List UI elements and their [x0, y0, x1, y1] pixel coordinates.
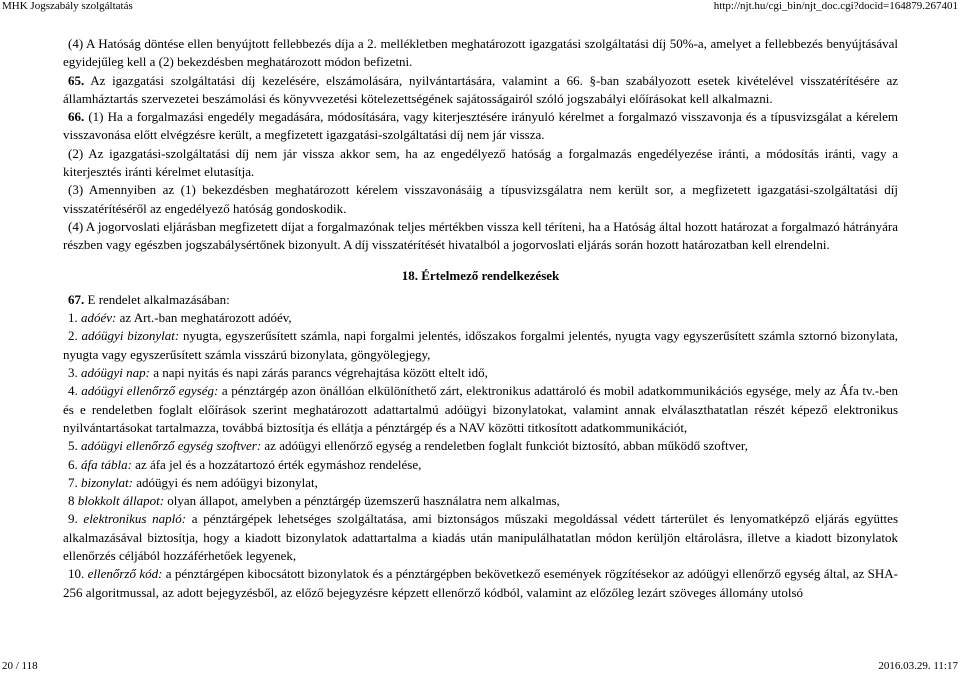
section-number: 67.	[68, 291, 85, 307]
item-number: 4.	[68, 383, 82, 399]
defined-term: blokkolt állapot:	[77, 493, 165, 509]
item-number: 9.	[68, 511, 84, 527]
defined-term: áfa tábla:	[81, 456, 132, 472]
section-number: 66.	[68, 109, 85, 125]
section-number: 65.	[68, 72, 85, 88]
definition-text: a napi nyitás és napi zárás parancs végrehajtása között eltelt idő,	[149, 365, 488, 381]
section-67	[63, 291, 898, 309]
header-site-name: MHK Jogszabály szolgáltatás	[2, 0, 133, 12]
page-footer	[0, 659, 960, 673]
definition-text: az áfa jel és a hozzátartozó érték egymáshoz rendelése,	[131, 456, 422, 472]
defined-term: adóév:	[81, 310, 117, 326]
definition-item	[63, 327, 898, 364]
definition-item	[63, 474, 898, 492]
section-66-4: (4) A jogorvoslati eljárásban megfizetett díjat a forgalmazónak teljes mértékben vissza kell téríteni, ha a Hatóság által hozott határozat a forgalmazó hátrányára részben vagy egészben jogszabálysértőnek bizonyult. A díj visszatérítését hivatalból a jogorvoslati eljárás során hozott határozatban kell elrendelni.	[63, 218, 898, 253]
definition-text: az adóügyi ellenőrző egység a rendeletben foglalt funkciót biztosító, abban működő szoftver,	[261, 438, 748, 454]
definition-item	[63, 492, 898, 510]
item-number: 7.	[68, 474, 81, 490]
definition-item	[63, 565, 898, 602]
definition-item	[63, 437, 898, 455]
definition-item	[63, 456, 898, 474]
section-66-2: (2) Az igazgatási-szolgáltatási díj nem jár vissza akkor sem, ha az engedélyező hatóság a forgalmazás engedélyezése iránti, a módosítás iránti, vagy a kiterjesztés iránti kérelmet elutasítja.	[63, 145, 898, 180]
item-number: 2.	[68, 328, 82, 344]
section-title: 18. Értelmező rendelkezések	[401, 267, 560, 283]
section-text: (1) Ha a forgalmazási engedély megadására, módosítására, vagy kiterjesztésére irányuló kérelmet a forgalmazó visszavonja és a típusvizsgálat a kérelem visszavonása előtt elvégzésre került, a megfizetett igazgatási-szolgáltatási díj nem jár vissza.	[63, 109, 898, 143]
definition-item	[63, 364, 898, 382]
section-65	[63, 72, 898, 109]
defined-term: ellenőrző kód:	[87, 566, 163, 582]
item-number: 1.	[68, 310, 81, 326]
definition-text: nyugta, egyszerűsített számla, napi forgalmi jelentés, időszakos forgalmi jelentés, nyugta vagy egyszerűsített számla sztornó bizonylata, nyugta vagy egyszerűsített számla visszárú bizonylata, göngyölegjegy,	[63, 328, 899, 362]
item-number: 5.	[68, 438, 81, 454]
definition-text: a pénztárgép azon önállóan elkülöníthető zárt, elektronikus adattároló és mobil adatkommunikációs egysége, mely az Áfa tv.-ben és e rendeletben foglalt előírások szerint meghatározott adattartalmú adóügyi bizonylatokat, valamint annak elválaszthatatlan részét képező elektronikus nyilvántartásokat tartalmazza, továbbá biztosítja és ellátja a pénztárgép és a NAV közötti titkosított adatkommunikációt,	[63, 383, 898, 435]
defined-term: adóügyi ellenőrző egység:	[81, 383, 219, 399]
definition-text: a pénztárgépen kibocsátott bizonylatok és a pénztárgépben bekövetkező események rögzítésekor az adóügyi ellenőrző egység által, az SHA-256 algoritmussal, az adott bejegyzésből, az előző bejegyzésre képzett ellenőrző kódból, valamint az előzőleg lezárt szöveges állomány utolsó	[63, 566, 899, 600]
definition-text: az Art.-ban meghatározott adóév,	[116, 310, 292, 326]
print-timestamp: 2016.03.29. 11:17	[878, 660, 958, 672]
definition-item	[63, 382, 898, 437]
definition-text: a pénztárgépek lehetséges szolgáltatása, ami biztonságos műszaki megoldással védett tárterület és lenyomatképző eljárás együttes alkalmazásával biztosítja, hogy a kiadott bizonylatok adattartalma a kiadás után manipulálhatatlan módon kerüljön eltárolásra, illetve a kiadott bizonylatok ellenőrzés céljából hozzáférhetőek legyenek,	[63, 511, 899, 564]
header-url[interactable]: http://njt.hu/cgi_bin/njt_doc.cgi?docid=164879.267401	[713, 0, 958, 12]
item-number: 8	[68, 493, 78, 509]
definition-item	[63, 309, 898, 327]
section-text: Az igazgatási szolgáltatási díj kezelésére, elszámolására, nyilvántartására, valamint a 66. §-ban szabályozott esetek kivételével visszatérítésére az államháztartás szervezetei beszámolási és könyvvezetési kötelezettségének sajátosságairól szóló jogszabályi előírásokat kell alkalmazni.	[63, 72, 898, 106]
defined-term: elektronikus napló:	[83, 511, 187, 527]
item-number: 6.	[68, 456, 81, 472]
definition-text: olyan állapot, amelyben a pénztárgép üzemszerű használatra nem alkalmas,	[164, 493, 560, 509]
page-number: 20 / 118	[2, 660, 38, 672]
page-header	[0, 0, 960, 12]
section-66-1	[63, 108, 898, 145]
section-66-3: (3) Amennyiben az (1) bekezdésben meghatározott kérelem visszavonásáig a típusvizsgálatra nem került sor, a megfizetett igazgatási-szolgáltatási díj visszatérítéséről az engedélyező hatóság gondoskodik.	[63, 182, 898, 216]
definition-text: adóügyi és nem adóügyi bizonylat,	[133, 474, 318, 490]
section-text: E rendelet alkalmazásában:	[84, 291, 230, 307]
item-number: 10.	[68, 566, 88, 582]
defined-term: adóügyi ellenőrző egység szoftver:	[81, 438, 262, 454]
paragraph-65-4: (4) A Hatóság döntése ellen benyújtott fellebbezés díja a 2. mellékletben meghatározott igazgatási szolgáltatási díj 50%-a, amelyet a fellebbezés benyújtásával egyidejűleg kell a (2) bekezdésben meghatározott módon befizetni.	[63, 36, 898, 70]
item-number: 3.	[68, 365, 81, 381]
document-body	[63, 35, 898, 602]
defined-term: adóügyi nap:	[81, 365, 150, 381]
defined-term: adóügyi bizonylat:	[81, 328, 180, 344]
defined-term: bizonylat:	[81, 474, 133, 490]
definition-item	[63, 510, 898, 565]
